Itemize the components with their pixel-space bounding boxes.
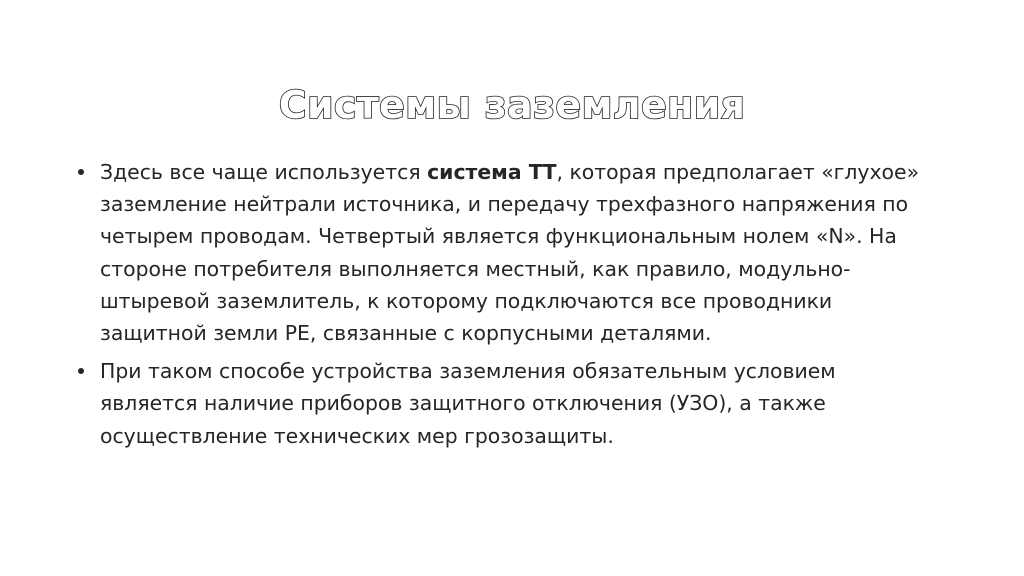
bullet-item-2 bbox=[74, 355, 924, 452]
bullet-dot-icon bbox=[78, 368, 84, 374]
bullet-dot-icon bbox=[78, 169, 84, 175]
bullet-1-text-before: Здесь все чаще используется bbox=[100, 160, 428, 184]
bullet-1-text-after: , которая предполагает «глухое» заземление нейтрали источника, и передачу трехфазного напряжения по четырем проводам. Четвертый является функциональным нолем «N». На стороне потребителя выполняется местный, как правило, модульно-штыревой заземлитель, к которому подключаются все проводники защитной земли PE, связанные с корпусными деталями. bbox=[100, 160, 920, 346]
bullet-2-text: При таком способе устройства заземления обязательным условием является наличие приборов защитного отключения (УЗО), а также осуществление технических мер грозозащиты. bbox=[100, 359, 836, 448]
bullet-1-text-bold: система ТТ bbox=[427, 160, 557, 184]
bullet-item-1 bbox=[74, 156, 924, 349]
slide-title: Системы заземления bbox=[278, 83, 746, 128]
bullet-list bbox=[74, 156, 924, 458]
